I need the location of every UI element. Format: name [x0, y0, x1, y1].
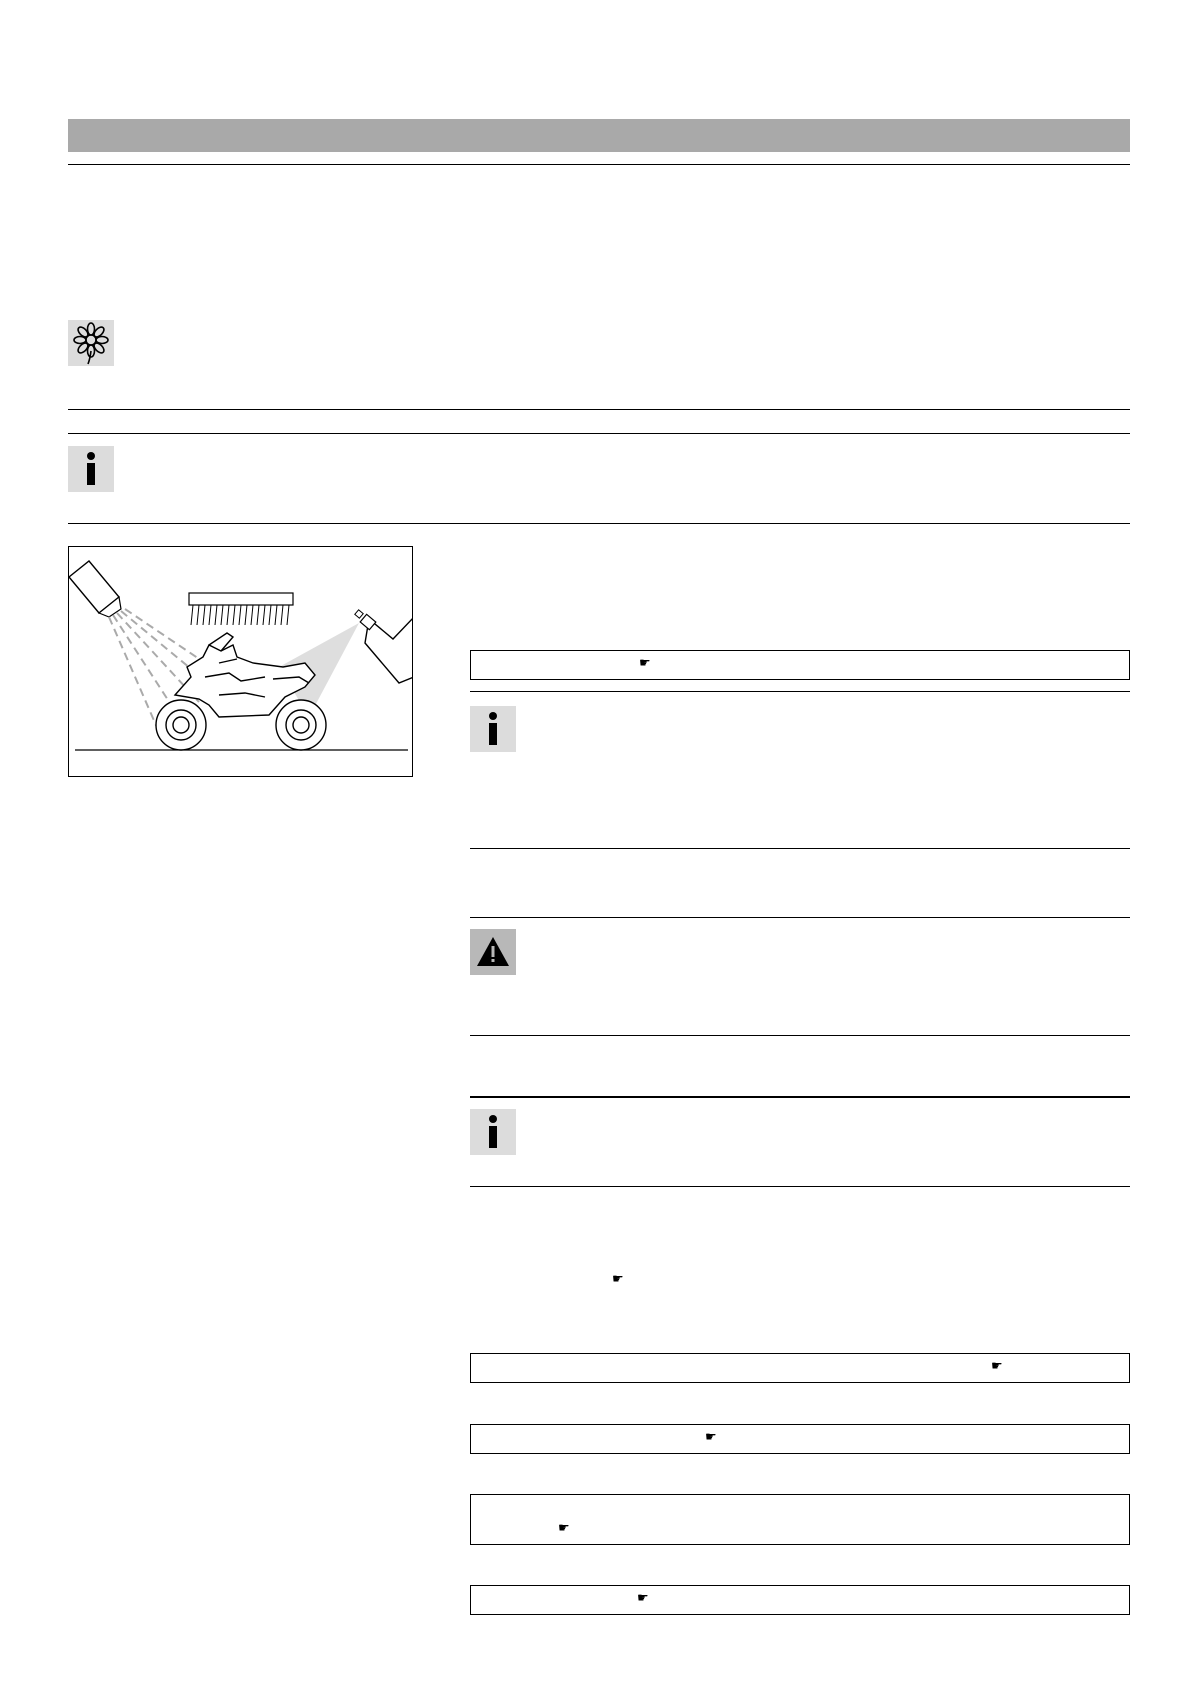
brush-icon	[189, 593, 293, 625]
environment-note-box	[68, 320, 114, 366]
reference-box	[470, 650, 1130, 680]
divider	[68, 409, 1130, 410]
info-icon	[81, 451, 101, 487]
reference-box	[470, 1494, 1130, 1545]
pointing-hand-icon: ☛	[612, 1272, 624, 1287]
pointing-hand-icon: ☛	[639, 656, 651, 671]
cleaning-illustration	[68, 546, 413, 777]
divider	[68, 523, 1130, 524]
info-icon	[483, 711, 503, 747]
warning-triangle-icon	[475, 935, 511, 969]
reference-box	[470, 1585, 1130, 1615]
pointing-hand-icon: ☛	[705, 1430, 717, 1445]
reference-box	[470, 1353, 1130, 1383]
quad-cleaning-figure	[69, 547, 413, 777]
divider	[470, 1186, 1130, 1187]
reference-box	[470, 1424, 1130, 1454]
pointing-hand-icon: ☛	[637, 1591, 649, 1606]
spray-nozzle-icon	[69, 561, 121, 617]
flower-icon	[71, 321, 111, 365]
section-title-bar	[68, 119, 1130, 152]
divider	[470, 848, 1130, 849]
info-note-box	[470, 706, 516, 752]
spray-can-icon	[355, 610, 413, 683]
divider	[68, 433, 1130, 434]
info-note-box	[68, 446, 114, 492]
pointing-hand-icon: ☛	[991, 1359, 1003, 1374]
divider	[470, 917, 1130, 918]
warning-note-box	[470, 929, 516, 975]
divider	[470, 691, 1130, 692]
divider	[470, 1035, 1130, 1036]
pointing-hand-icon: ☛	[558, 1521, 570, 1536]
title-underline	[68, 164, 1130, 165]
info-icon	[483, 1114, 503, 1150]
info-note-box	[470, 1109, 516, 1155]
divider	[470, 1096, 1130, 1098]
